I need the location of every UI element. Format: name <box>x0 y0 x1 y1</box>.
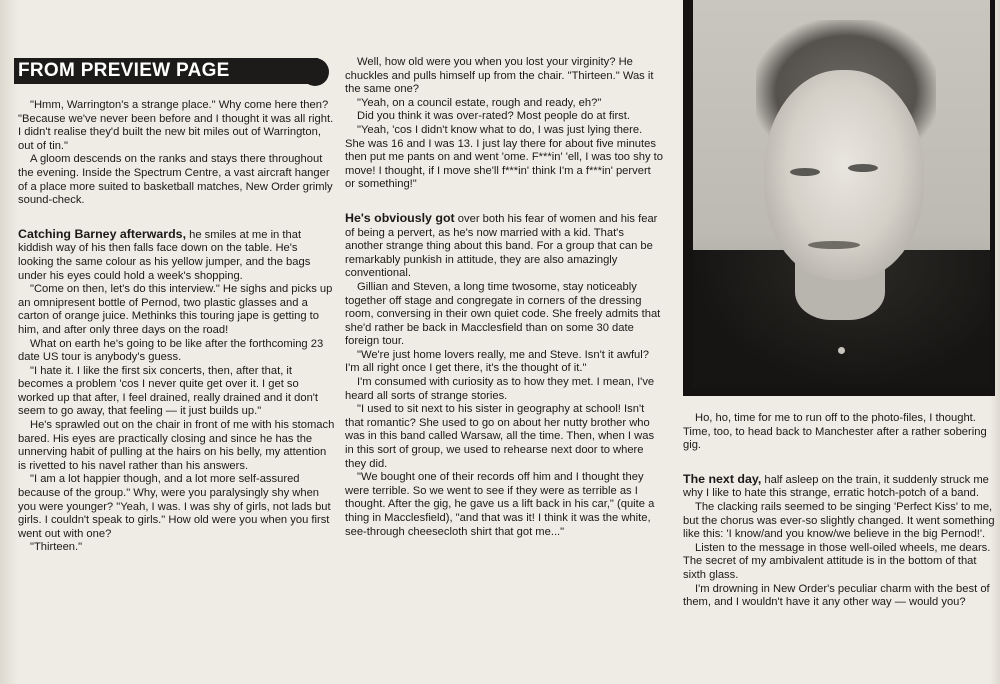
paragraph: Listen to the message in those well-oiled wheels, me dears. The secret of my ambivalent attitude is in the bottom of that sixth glass. <box>683 541 991 581</box>
paragraph-text: half asleep on the train, it suddenly struck me why I like to hate this strange, erratic hotch-potch of a band. <box>683 473 989 500</box>
paragraph: "I am a lot happier though, and a lot more self-assured because of the group." Why, were you paralysingly shy when you were younger? "Yeah, I was. I was shy of girls, not lads but girls. I couldn't speak to girls." How old were you when you first went out with one? <box>18 473 331 540</box>
spacer <box>18 208 336 228</box>
paragraph-text: he smiles at me in that kiddish way of his then falls face down on the table. He's looking the same colour as his yellow jumper, and the bags under his eyes could hold a week's shopping. <box>18 228 311 282</box>
spacer <box>345 192 663 212</box>
section-header-label: FROM PREVIEW PAGE <box>18 60 230 81</box>
paragraph: Gillian and Steven, a long time twosome, stay noticeably together off stage and congregate in corners of the dressing room, conversing in their own quiet code. She freely admits that she'd rather be back in Macclesfield than on some 30 date foreign tour. <box>345 280 661 348</box>
paragraph: "Yeah, 'cos I didn't know what to do, I was just lying there. She was 16 and I was 13. I just lay there for about five minutes then put me pants on and went 'ome. F***in' 'ell, I was too shy to move! I thought, if I move she'll f***in' think I'm a f***in' pervert or something!" <box>345 123 663 191</box>
lead-in: Catching Barney afterwards, <box>18 226 187 241</box>
paragraph: He's sprawled out on the chair in front of me with his stomach bared. His eyes are practically closing and since he has the unnerving habit of pulling at the hairs on his belly, my attention is rivetted to his navel rather than his answers. <box>18 419 335 472</box>
paragraph: "Thirteen." <box>30 541 83 554</box>
paragraph-with-lead <box>345 212 663 281</box>
paragraph: I'm drowning in New Order's peculiar charm with the best of them, and I wouldn't have it any other way — would you? <box>683 582 990 609</box>
spacer <box>683 453 995 473</box>
section-header <box>14 58 318 84</box>
portrait-mouth <box>808 241 860 249</box>
paragraph-with-lead <box>18 228 336 283</box>
paragraph-with-lead <box>683 473 995 501</box>
portrait-right-eye <box>848 164 878 172</box>
lead-in: The next day, <box>683 471 762 486</box>
paragraph-text: over both his fear of women and his fear of being a pervert, as he's now married with a kid. That's another strange thing about this band. For a group that can be remarkably punkish in attitude, they are also amazingly conventional. <box>345 212 658 280</box>
paragraph: "I hate it. I like the first six concerts, then, after that, it becomes a problem 'cos I never quite get over it. I get so worked up that after, I feel drained, really drained and it don't seem to go away, that feeling — it just builds up." <box>18 364 319 418</box>
lead-in: He's obviously got <box>345 210 455 225</box>
portrait-left-eye <box>790 168 820 176</box>
header-bullet-dot <box>301 58 329 86</box>
paragraph: "Come on then, let's do this interview." He sighs and picks up an omnipresent bottle of Pernod, two plastic glasses and a carton of orange juice. Methinks this touring jape is getting to him, and after only three days on the road! <box>18 283 333 336</box>
paragraph: The clacking rails seemed to be singing 'Perfect Kiss' to me, but the chorus was ever-so slightly changed. It went something like this: 'I know/and you know/we believe in the big Pernod!'. <box>683 500 995 541</box>
paragraph: A gloom descends on the ranks and stays there throughout the evening. Inside the Spectrum Centre, a vast aircraft hanger of a place more suited to basketball matches, New Order grimly sound-check. <box>18 153 333 207</box>
paragraph: I'm consumed with curiosity as to how they met. I mean, I've heard all sorts of strange stories. <box>345 376 655 402</box>
paragraph: Well, how old were you when you lost your virginity? He chuckles and pulls himself up from the chair. "Thirteen." Was it the same one? <box>345 56 654 96</box>
article-column-2 <box>345 56 663 539</box>
shirt-button <box>838 347 845 354</box>
paragraph: "We bought one of their records off him and I thought they were terrible. So we went to see if they were as terrible as I thought. After the gig, he gave us a lift back in his car," (quite a thing in Macclesfield), "and that was it! I think it was the white, see-through cheesecloth shirt that got me..." <box>345 471 655 538</box>
paragraph: "Yeah, on a council estate, rough and ready, eh?" <box>357 96 602 109</box>
paragraph: Did you think it was over-rated? Most people do at first. <box>357 110 630 123</box>
paragraph: "Hmm, Warrington's a strange place." Why come here then? "Because we've never been before and I thought it was all right. I didn't realise they'd built the new bit miles out of Warrington, out of tin." <box>18 99 334 152</box>
article-column-3 <box>683 412 995 610</box>
article-column-1 <box>18 99 336 555</box>
paragraph: Ho, ho, time for me to run off to the photo-files, I thought. Time, too, to head back to Manchester after a rather sobering gig. <box>683 412 987 452</box>
paragraph: "I used to sit next to his sister in geography at school! Isn't that romantic? She used to go on about her nutty brother who was in this band called Warsaw, all the time. Then, when I was in this sort of group, we used to rehearse next door to where they did. <box>345 403 655 470</box>
paragraph: "We're just home lovers really, me and Steve. Isn't it awful? I'm all right once I get there, it's the thought of it." <box>345 348 649 375</box>
paragraph: What on earth he's going to be like after the forthcoming 23 date US tour is anybody's guess. <box>18 337 324 364</box>
